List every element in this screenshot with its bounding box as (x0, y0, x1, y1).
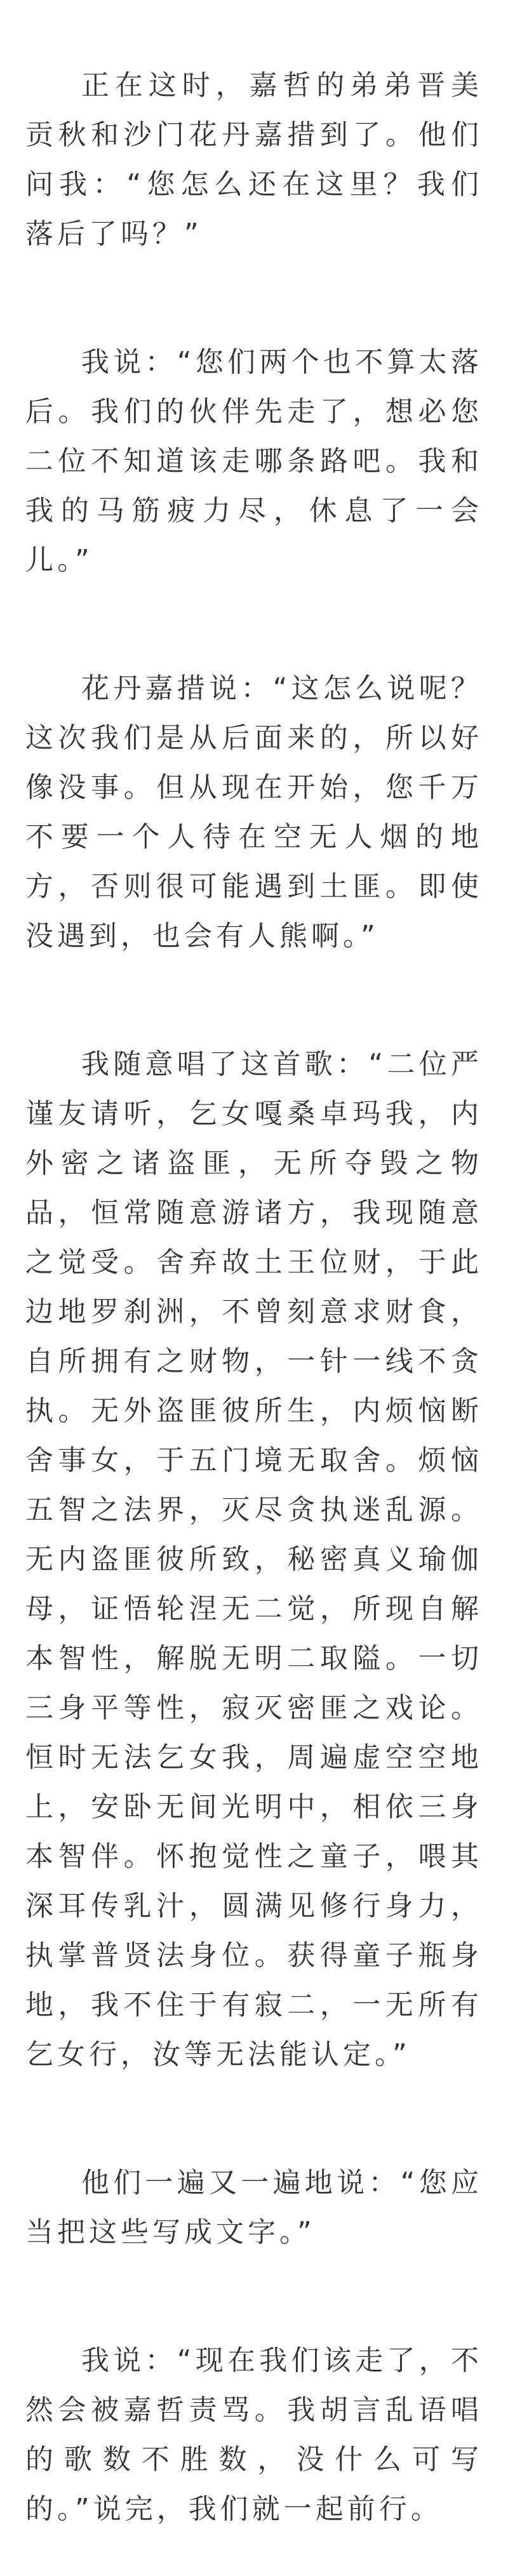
paragraph: 我说：“您们两个也不算太落后。我们的伙伴先走了，想必您二位不知道该走哪条路吧。我和我的马筋疲力尽，休息了一会儿。” (25, 346, 483, 576)
paragraph: 他们一遍又一遍地说：“您应当把这些写成文字。” (25, 2167, 483, 2248)
paragraph: 花丹嘉措说：“这怎么说呢？这次我们是从后面来的，所以好像没事。但从现在开始，您千万不要一个人待在空无人烟的地方，否则很可能遇到土匪。即使没遇到，也会有人熊啊。” (25, 672, 483, 952)
paragraph: 正在这时，嘉哲的弟弟晋美贡秋和沙门花丹嘉措到了。他们问我：“您怎么还在这里？我们落后了吗？” (25, 69, 483, 250)
paragraph: 我随意唱了这首歌：“二位严谨友请听，乞女嘎桑卓玛我，内外密之诸盗匪，无所夺毁之物品，恒常随意游诸方，我现随意之觉受。舍弃故土王位财，于此边地罗刹洲，不曾刻意求财食，自所拥有之财物，一针一线不贪执。无外盗匪彼所生，内烦恼断舍事女，于五门境无取舍。烦恼五智之法界，灭尽贪执迷乱源。无内盗匪彼所致，秘密真义瑜伽母，证悟轮涅无二觉，所现自解本智性，解脱无明二取隘。一切三身平等性，寂灭密匪之戏论。恒时无法乞女我，周遍虚空空地上，安卧无间光明中，相依三身本智伴。怀抱觉性之童子，喂其深耳传乳汁，圆满见修行身力，执掌普贤法身位。获得童子瓶身地，我不住于有寂二，一无所有乞女行，汝等无法能认定。” (25, 1048, 483, 2071)
paragraph: 我说：“现在我们该走了，不然会被嘉哲责骂。我胡言乱语唱的歌数不胜数，没什么可写的。”说完，我们就一起前行。 (25, 2344, 483, 2525)
